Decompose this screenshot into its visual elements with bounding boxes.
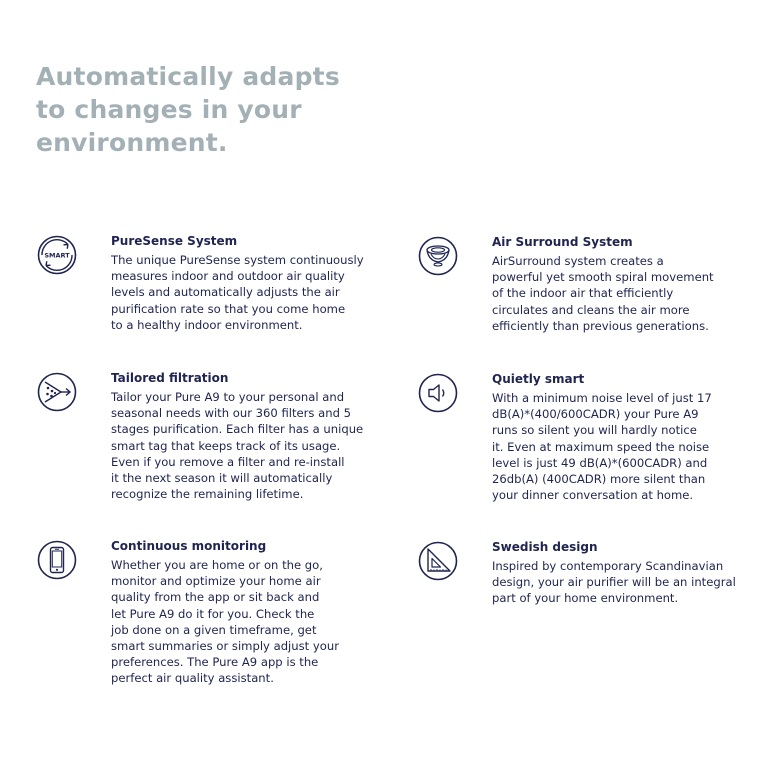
set-square-icon xyxy=(416,539,460,583)
feature-quietly-smart xyxy=(492,371,758,503)
feature-description: Inspired by contemporary Scandinavian design, your air purifier will be an integral part of your home environment. xyxy=(492,559,736,606)
feature-swedish-design xyxy=(492,539,758,607)
feature-description: Whether you are home or on the go, monitor and optimize your home air quality from the app or sit back and let Pure A9 do it for you. Check the job done on a given timeframe, get smart summaries or simply adjust your preferences. The Pure A9 app is the perfect air quality assistant. xyxy=(111,558,339,686)
feature-continuous-monitoring xyxy=(111,538,391,687)
feature-puresense xyxy=(44,233,391,333)
feature-description: With a minimum noise level of just 17 dB(A)*(400/600CADR) your Pure A9 runs so silent you will hardly notice it. Even at maximum speed the noise level is just 49 dB(A)*(600CADR) and 26db(A) (400CADR) more silent than your dinner conversation at home. xyxy=(492,391,712,503)
feature-title: Quietly smart xyxy=(492,372,585,386)
feature-tailored-filtration xyxy=(111,370,391,502)
headline-line: to changes in your xyxy=(36,95,302,124)
feature-title: Continuous monitoring xyxy=(111,539,267,553)
feature-description: AirSurround system creates a powerful yet smooth spiral movement of the indoor air that efficiently circulates and cleans the air more efficiently than previous generations. xyxy=(492,254,714,333)
speaker-icon xyxy=(416,371,460,415)
filtration-icon xyxy=(35,370,79,414)
headline xyxy=(36,60,456,159)
smartphone-icon xyxy=(35,538,79,582)
feature-title: Tailored filtration xyxy=(111,371,229,385)
feature-title: Swedish design xyxy=(492,540,598,554)
feature-air-surround xyxy=(492,234,758,334)
headline-line: environment. xyxy=(36,128,228,157)
headline-line: Automatically adapts xyxy=(36,62,340,91)
air-surround-icon xyxy=(416,234,460,278)
feature-title: PureSense System xyxy=(111,234,238,248)
feature-description: The unique PureSense system continuously measures indoor and outdoor air quality levels and automatically adjusts the air purification rate so that you come home to a healthy indoor environment. xyxy=(111,253,364,332)
feature-description: Tailor your Pure A9 to your personal and seasonal needs with our 360 filters and 5 stages purification. Each filter has a unique smart tag that keeps track of its usage. Even if you remove a filter and re-install it the next season it will automatically recognize the remaining lifetime. xyxy=(111,390,364,502)
smart-icon-label: SMART xyxy=(44,251,70,260)
feature-title: Air Surround System xyxy=(492,235,633,249)
smart-icon xyxy=(35,233,79,277)
